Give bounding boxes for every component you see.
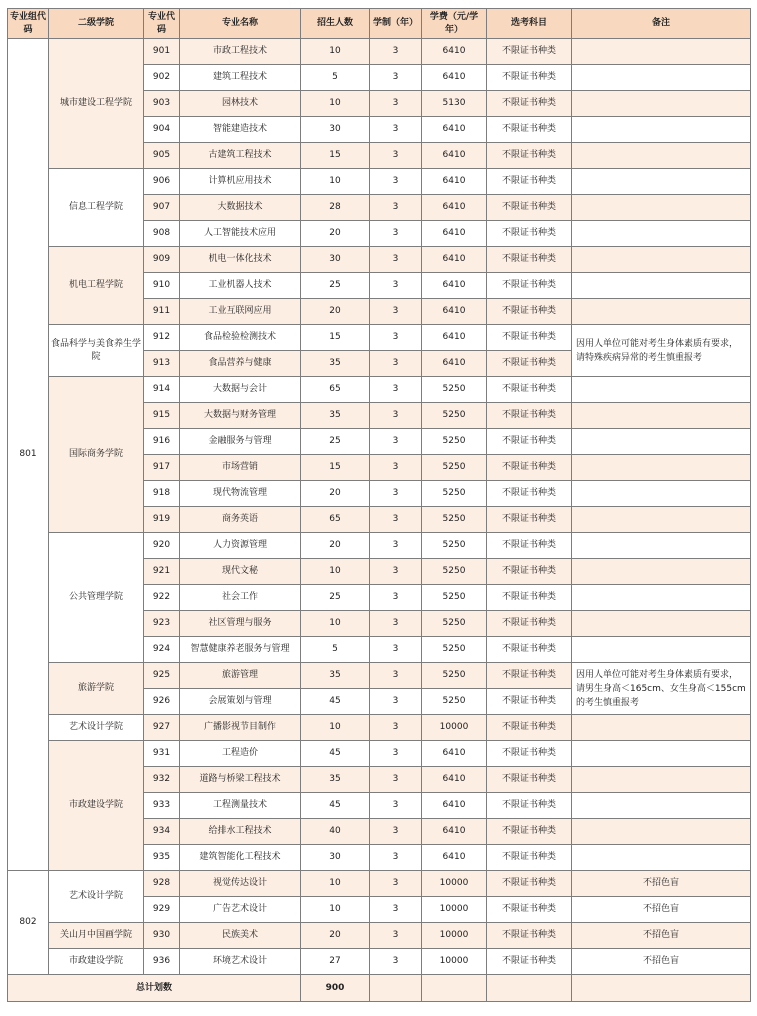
header-subject: 选考科目 <box>487 9 572 39</box>
table-row <box>8 871 751 897</box>
subject-cell: 不限证书种类 <box>487 949 572 975</box>
major-name-cell: 市政工程技术 <box>180 39 301 65</box>
major-name-cell: 会展策划与管理 <box>180 689 301 715</box>
header-college: 二级学院 <box>49 9 144 39</box>
table-body <box>8 39 751 975</box>
tuition-cell: 6410 <box>422 247 487 273</box>
major-name-cell: 食品检验检测技术 <box>180 325 301 351</box>
enrollment-cell: 20 <box>301 923 370 949</box>
major-code-cell: 905 <box>144 143 180 169</box>
remark-cell <box>572 403 751 429</box>
duration-cell: 3 <box>370 559 422 585</box>
subject-cell: 不限证书种类 <box>487 663 572 689</box>
enrollment-cell: 25 <box>301 585 370 611</box>
college-cell: 关山月中国画学院 <box>49 923 144 949</box>
subject-cell: 不限证书种类 <box>487 299 572 325</box>
tuition-cell: 6410 <box>422 845 487 871</box>
subject-cell: 不限证书种类 <box>487 585 572 611</box>
major-name-cell: 园林技术 <box>180 91 301 117</box>
tuition-cell: 6410 <box>422 793 487 819</box>
major-name-cell: 计算机应用技术 <box>180 169 301 195</box>
tuition-cell: 5250 <box>422 611 487 637</box>
enrollment-cell: 15 <box>301 325 370 351</box>
major-code-cell: 908 <box>144 221 180 247</box>
total-empty-cell <box>487 975 572 1002</box>
major-code-cell: 918 <box>144 481 180 507</box>
tuition-cell: 5250 <box>422 559 487 585</box>
college-cell: 市政建设学院 <box>49 949 144 975</box>
college-cell: 公共管理学院 <box>49 533 144 663</box>
major-code-cell: 915 <box>144 403 180 429</box>
duration-cell: 3 <box>370 117 422 143</box>
major-name-cell: 工业互联网应用 <box>180 299 301 325</box>
remark-cell <box>572 169 751 195</box>
major-code-cell: 921 <box>144 559 180 585</box>
tuition-cell: 6410 <box>422 767 487 793</box>
tuition-cell: 10000 <box>422 715 487 741</box>
duration-cell: 3 <box>370 819 422 845</box>
college-cell: 国际商务学院 <box>49 377 144 533</box>
subject-cell: 不限证书种类 <box>487 819 572 845</box>
major-name-cell: 建筑智能化工程技术 <box>180 845 301 871</box>
major-code-cell: 909 <box>144 247 180 273</box>
enrollment-cell: 10 <box>301 91 370 117</box>
remark-cell <box>572 585 751 611</box>
tuition-cell: 5250 <box>422 403 487 429</box>
major-name-cell: 人力资源管理 <box>180 533 301 559</box>
enrollment-cell: 10 <box>301 611 370 637</box>
major-code-cell: 925 <box>144 663 180 689</box>
remark-cell <box>572 65 751 91</box>
remark-cell <box>572 143 751 169</box>
table-row <box>8 39 751 65</box>
subject-cell: 不限证书种类 <box>487 923 572 949</box>
major-name-cell: 旅游管理 <box>180 663 301 689</box>
major-name-cell: 大数据技术 <box>180 195 301 221</box>
subject-cell: 不限证书种类 <box>487 741 572 767</box>
header-major-code: 专业代码 <box>144 9 180 39</box>
tuition-cell: 6410 <box>422 351 487 377</box>
major-code-cell: 923 <box>144 611 180 637</box>
remark-cell <box>572 793 751 819</box>
major-code-cell: 929 <box>144 897 180 923</box>
major-code-cell: 902 <box>144 65 180 91</box>
enrollment-cell: 10 <box>301 897 370 923</box>
remark-cell <box>572 39 751 65</box>
table-row <box>8 923 751 949</box>
total-label: 总计划数 <box>8 975 301 1002</box>
subject-cell: 不限证书种类 <box>487 65 572 91</box>
table-row <box>8 377 751 403</box>
duration-cell: 3 <box>370 169 422 195</box>
major-code-cell: 928 <box>144 871 180 897</box>
duration-cell: 3 <box>370 741 422 767</box>
table-header <box>8 9 751 39</box>
duration-cell: 3 <box>370 299 422 325</box>
tuition-cell: 6410 <box>422 195 487 221</box>
subject-cell: 不限证书种类 <box>487 325 572 351</box>
major-code-cell: 903 <box>144 91 180 117</box>
subject-cell: 不限证书种类 <box>487 377 572 403</box>
remark-cell <box>572 559 751 585</box>
tuition-cell: 5250 <box>422 663 487 689</box>
remark-cell <box>572 221 751 247</box>
table-row <box>8 325 751 351</box>
major-code-cell: 933 <box>144 793 180 819</box>
subject-cell: 不限证书种类 <box>487 871 572 897</box>
subject-cell: 不限证书种类 <box>487 117 572 143</box>
major-name-cell: 人工智能技术应用 <box>180 221 301 247</box>
tuition-cell: 6410 <box>422 143 487 169</box>
college-cell: 食品科学与美食养生学院 <box>49 325 144 377</box>
major-name-cell: 工程造价 <box>180 741 301 767</box>
subject-cell: 不限证书种类 <box>487 533 572 559</box>
major-code-cell: 901 <box>144 39 180 65</box>
enrollment-cell: 30 <box>301 845 370 871</box>
duration-cell: 3 <box>370 585 422 611</box>
major-name-cell: 给排水工程技术 <box>180 819 301 845</box>
duration-cell: 3 <box>370 533 422 559</box>
subject-cell: 不限证书种类 <box>487 455 572 481</box>
duration-cell: 3 <box>370 65 422 91</box>
subject-cell: 不限证书种类 <box>487 429 572 455</box>
tuition-cell: 5250 <box>422 689 487 715</box>
major-code-cell: 913 <box>144 351 180 377</box>
group-code-cell: 801 <box>8 39 49 871</box>
subject-cell: 不限证书种类 <box>487 169 572 195</box>
enrollment-cell: 35 <box>301 663 370 689</box>
major-name-cell: 建筑工程技术 <box>180 65 301 91</box>
duration-cell: 3 <box>370 143 422 169</box>
major-code-cell: 907 <box>144 195 180 221</box>
college-cell: 艺术设计学院 <box>49 715 144 741</box>
duration-cell: 3 <box>370 793 422 819</box>
remark-cell <box>572 533 751 559</box>
major-name-cell: 广告艺术设计 <box>180 897 301 923</box>
table-row <box>8 247 751 273</box>
major-name-cell: 智能建造技术 <box>180 117 301 143</box>
header-remark: 备注 <box>572 9 751 39</box>
enrollment-cell: 15 <box>301 455 370 481</box>
tuition-cell: 5250 <box>422 481 487 507</box>
major-name-cell: 广播影视节目制作 <box>180 715 301 741</box>
enrollment-cell: 10 <box>301 715 370 741</box>
duration-cell: 3 <box>370 39 422 65</box>
enrollment-plan-table <box>7 8 751 1002</box>
major-code-cell: 916 <box>144 429 180 455</box>
remark-cell <box>572 637 751 663</box>
remark-cell <box>572 845 751 871</box>
subject-cell: 不限证书种类 <box>487 91 572 117</box>
enrollment-cell: 45 <box>301 793 370 819</box>
tuition-cell: 6410 <box>422 819 487 845</box>
total-empty-cell <box>572 975 751 1002</box>
tuition-cell: 5250 <box>422 377 487 403</box>
enrollment-cell: 35 <box>301 351 370 377</box>
major-name-cell: 环境艺术设计 <box>180 949 301 975</box>
subject-cell: 不限证书种类 <box>487 247 572 273</box>
subject-cell: 不限证书种类 <box>487 507 572 533</box>
duration-cell: 3 <box>370 715 422 741</box>
major-name-cell: 民族美术 <box>180 923 301 949</box>
major-code-cell: 922 <box>144 585 180 611</box>
subject-cell: 不限证书种类 <box>487 845 572 871</box>
subject-cell: 不限证书种类 <box>487 351 572 377</box>
duration-cell: 3 <box>370 689 422 715</box>
remark-cell: 不招色盲 <box>572 871 751 897</box>
enrollment-cell: 25 <box>301 429 370 455</box>
group-code-cell: 802 <box>8 871 49 975</box>
enrollment-cell: 10 <box>301 169 370 195</box>
college-cell: 信息工程学院 <box>49 169 144 247</box>
tuition-cell: 10000 <box>422 949 487 975</box>
table-row <box>8 715 751 741</box>
duration-cell: 3 <box>370 325 422 351</box>
duration-cell: 3 <box>370 195 422 221</box>
major-name-cell: 工程测量技术 <box>180 793 301 819</box>
major-code-cell: 930 <box>144 923 180 949</box>
duration-cell: 3 <box>370 481 422 507</box>
duration-cell: 3 <box>370 455 422 481</box>
header-group-code: 专业组代码 <box>8 9 49 39</box>
remark-cell: 因用人单位可能对考生身体素质有要求，请特殊疾病异常的考生慎重报考 <box>572 325 751 377</box>
enrollment-cell: 35 <box>301 403 370 429</box>
table-row <box>8 533 751 559</box>
subject-cell: 不限证书种类 <box>487 637 572 663</box>
major-code-cell: 934 <box>144 819 180 845</box>
tuition-cell: 6410 <box>422 273 487 299</box>
subject-cell: 不限证书种类 <box>487 611 572 637</box>
major-code-cell: 920 <box>144 533 180 559</box>
remark-cell <box>572 611 751 637</box>
major-code-cell: 935 <box>144 845 180 871</box>
remark-cell <box>572 91 751 117</box>
enrollment-cell: 10 <box>301 871 370 897</box>
table-row <box>8 169 751 195</box>
total-row <box>8 975 751 1002</box>
duration-cell: 3 <box>370 377 422 403</box>
tuition-cell: 5250 <box>422 507 487 533</box>
major-code-cell: 927 <box>144 715 180 741</box>
enrollment-cell: 30 <box>301 117 370 143</box>
subject-cell: 不限证书种类 <box>487 39 572 65</box>
tuition-cell: 10000 <box>422 923 487 949</box>
table-row <box>8 949 751 975</box>
enrollment-cell: 20 <box>301 299 370 325</box>
enrollment-cell: 5 <box>301 65 370 91</box>
remark-cell <box>572 195 751 221</box>
major-name-cell: 社会工作 <box>180 585 301 611</box>
enrollment-cell: 25 <box>301 273 370 299</box>
remark-cell: 不招色盲 <box>572 897 751 923</box>
total-empty-cell <box>422 975 487 1002</box>
tuition-cell: 6410 <box>422 39 487 65</box>
major-code-cell: 926 <box>144 689 180 715</box>
enrollment-cell: 40 <box>301 819 370 845</box>
subject-cell: 不限证书种类 <box>487 221 572 247</box>
duration-cell: 3 <box>370 871 422 897</box>
major-code-cell: 912 <box>144 325 180 351</box>
college-cell: 城市建设工程学院 <box>49 39 144 169</box>
major-name-cell: 大数据与财务管理 <box>180 403 301 429</box>
duration-cell: 3 <box>370 897 422 923</box>
subject-cell: 不限证书种类 <box>487 559 572 585</box>
college-cell: 艺术设计学院 <box>49 871 144 923</box>
duration-cell: 3 <box>370 507 422 533</box>
duration-cell: 3 <box>370 403 422 429</box>
duration-cell: 3 <box>370 767 422 793</box>
major-code-cell: 931 <box>144 741 180 767</box>
total-value: 900 <box>301 975 370 1002</box>
major-name-cell: 机电一体化技术 <box>180 247 301 273</box>
tuition-cell: 6410 <box>422 65 487 91</box>
tuition-cell: 6410 <box>422 221 487 247</box>
enrollment-cell: 28 <box>301 195 370 221</box>
header-duration: 学制（年） <box>370 9 422 39</box>
major-code-cell: 914 <box>144 377 180 403</box>
duration-cell: 3 <box>370 221 422 247</box>
subject-cell: 不限证书种类 <box>487 195 572 221</box>
duration-cell: 3 <box>370 351 422 377</box>
tuition-cell: 5250 <box>422 585 487 611</box>
major-name-cell: 大数据与会计 <box>180 377 301 403</box>
tuition-cell: 5250 <box>422 637 487 663</box>
duration-cell: 3 <box>370 273 422 299</box>
subject-cell: 不限证书种类 <box>487 273 572 299</box>
major-code-cell: 917 <box>144 455 180 481</box>
subject-cell: 不限证书种类 <box>487 481 572 507</box>
subject-cell: 不限证书种类 <box>487 767 572 793</box>
remark-cell <box>572 715 751 741</box>
subject-cell: 不限证书种类 <box>487 793 572 819</box>
remark-cell: 不招色盲 <box>572 923 751 949</box>
duration-cell: 3 <box>370 247 422 273</box>
enrollment-cell: 20 <box>301 221 370 247</box>
remark-cell <box>572 481 751 507</box>
remark-cell <box>572 299 751 325</box>
remark-cell <box>572 429 751 455</box>
table-row <box>8 663 751 689</box>
college-cell: 旅游学院 <box>49 663 144 715</box>
enrollment-cell: 65 <box>301 377 370 403</box>
header-enrollment: 招生人数 <box>301 9 370 39</box>
duration-cell: 3 <box>370 637 422 663</box>
tuition-cell: 5250 <box>422 533 487 559</box>
major-code-cell: 932 <box>144 767 180 793</box>
table-footer <box>8 975 751 1002</box>
tuition-cell: 5130 <box>422 91 487 117</box>
duration-cell: 3 <box>370 663 422 689</box>
major-name-cell: 古建筑工程技术 <box>180 143 301 169</box>
remark-cell <box>572 117 751 143</box>
major-name-cell: 社区管理与服务 <box>180 611 301 637</box>
tuition-cell: 10000 <box>422 897 487 923</box>
tuition-cell: 6410 <box>422 325 487 351</box>
major-code-cell: 936 <box>144 949 180 975</box>
total-empty-cell <box>370 975 422 1002</box>
major-name-cell: 智慧健康养老服务与管理 <box>180 637 301 663</box>
subject-cell: 不限证书种类 <box>487 689 572 715</box>
college-cell: 机电工程学院 <box>49 247 144 325</box>
remark-cell: 因用人单位可能对考生身体素质有要求，请男生身高＜165cm、女生身高＜155cm的考生慎重报考 <box>572 663 751 715</box>
major-code-cell: 904 <box>144 117 180 143</box>
enrollment-cell: 5 <box>301 637 370 663</box>
enrollment-cell: 45 <box>301 689 370 715</box>
header-tuition: 学费（元/学年） <box>422 9 487 39</box>
remark-cell <box>572 767 751 793</box>
major-code-cell: 906 <box>144 169 180 195</box>
enrollment-cell: 15 <box>301 143 370 169</box>
remark-cell <box>572 273 751 299</box>
major-code-cell: 919 <box>144 507 180 533</box>
major-code-cell: 924 <box>144 637 180 663</box>
subject-cell: 不限证书种类 <box>487 143 572 169</box>
subject-cell: 不限证书种类 <box>487 715 572 741</box>
enrollment-cell: 30 <box>301 247 370 273</box>
enrollment-cell: 65 <box>301 507 370 533</box>
college-cell: 市政建设学院 <box>49 741 144 871</box>
enrollment-cell: 20 <box>301 533 370 559</box>
major-name-cell: 商务英语 <box>180 507 301 533</box>
major-name-cell: 食品营养与健康 <box>180 351 301 377</box>
major-name-cell: 市场营销 <box>180 455 301 481</box>
enrollment-cell: 20 <box>301 481 370 507</box>
table-row <box>8 741 751 767</box>
tuition-cell: 5250 <box>422 455 487 481</box>
duration-cell: 3 <box>370 923 422 949</box>
tuition-cell: 6410 <box>422 741 487 767</box>
tuition-cell: 6410 <box>422 299 487 325</box>
remark-cell <box>572 819 751 845</box>
major-name-cell: 视觉传达设计 <box>180 871 301 897</box>
duration-cell: 3 <box>370 611 422 637</box>
remark-cell <box>572 247 751 273</box>
tuition-cell: 5250 <box>422 429 487 455</box>
major-name-cell: 工业机器人技术 <box>180 273 301 299</box>
remark-cell <box>572 377 751 403</box>
remark-cell <box>572 507 751 533</box>
enrollment-cell: 10 <box>301 39 370 65</box>
enrollment-cell: 45 <box>301 741 370 767</box>
major-name-cell: 道路与桥梁工程技术 <box>180 767 301 793</box>
tuition-cell: 6410 <box>422 169 487 195</box>
subject-cell: 不限证书种类 <box>487 897 572 923</box>
duration-cell: 3 <box>370 845 422 871</box>
duration-cell: 3 <box>370 429 422 455</box>
subject-cell: 不限证书种类 <box>487 403 572 429</box>
remark-cell <box>572 455 751 481</box>
tuition-cell: 6410 <box>422 117 487 143</box>
tuition-cell: 10000 <box>422 871 487 897</box>
remark-cell: 不招色盲 <box>572 949 751 975</box>
major-name-cell: 现代文秘 <box>180 559 301 585</box>
enrollment-cell: 10 <box>301 559 370 585</box>
duration-cell: 3 <box>370 949 422 975</box>
major-name-cell: 现代物流管理 <box>180 481 301 507</box>
header-major-name: 专业名称 <box>180 9 301 39</box>
duration-cell: 3 <box>370 91 422 117</box>
remark-cell <box>572 741 751 767</box>
major-code-cell: 911 <box>144 299 180 325</box>
major-code-cell: 910 <box>144 273 180 299</box>
major-name-cell: 金融服务与管理 <box>180 429 301 455</box>
enrollment-cell: 35 <box>301 767 370 793</box>
enrollment-cell: 27 <box>301 949 370 975</box>
